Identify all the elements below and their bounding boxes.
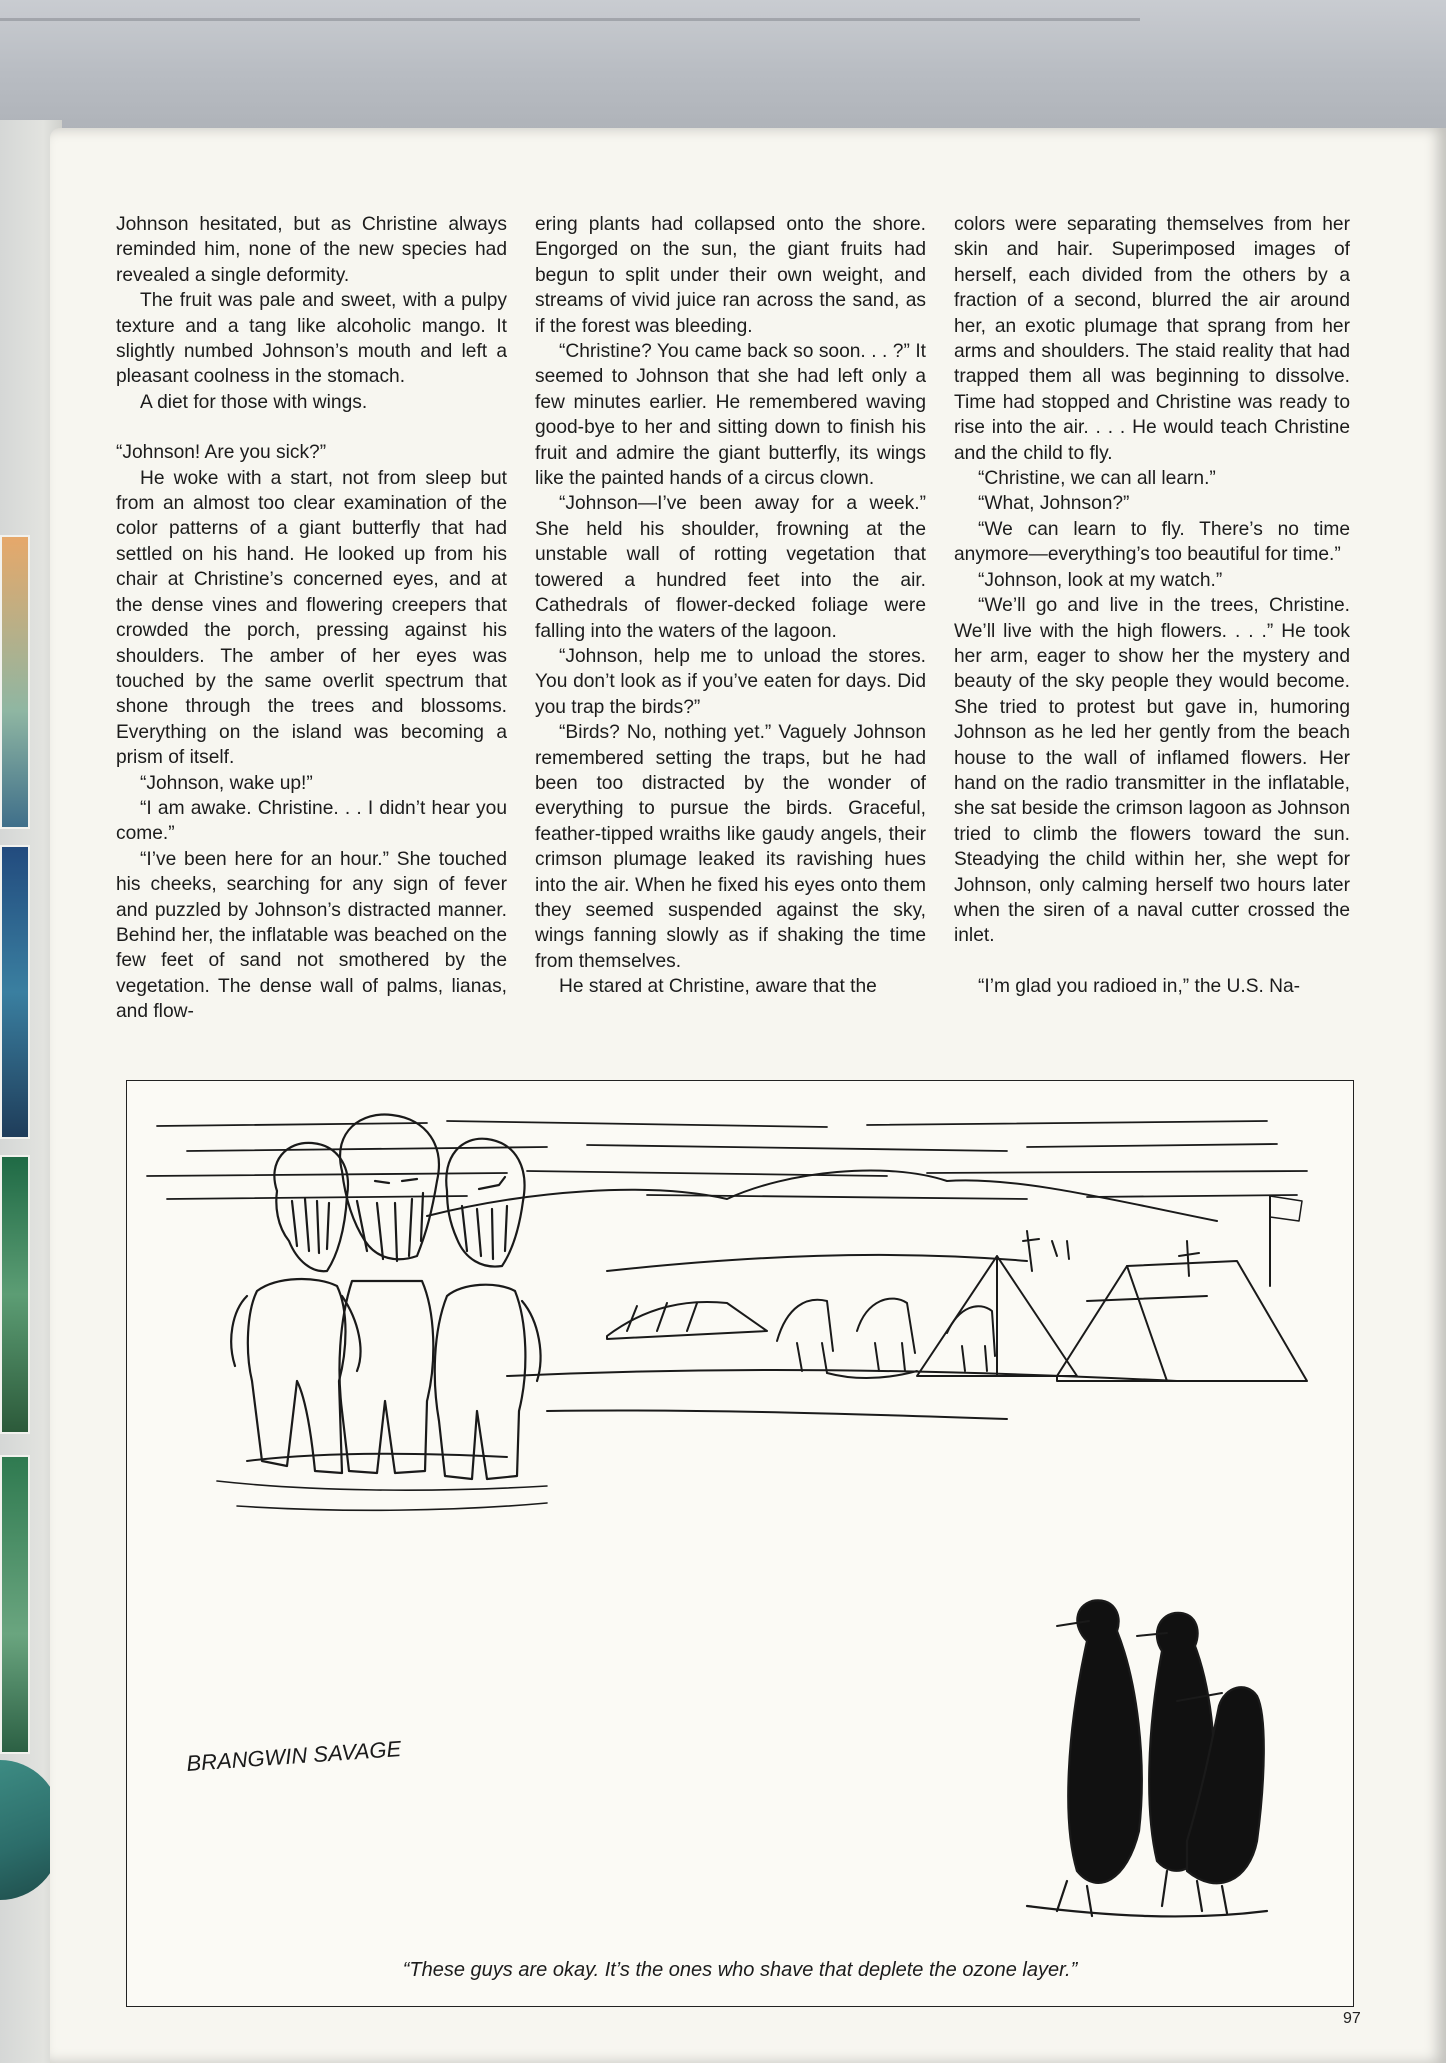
sled-and-dogs	[607, 1299, 995, 1379]
story-paragraph: “Johnson, help me to unload the stores. You don’t look as if you’ve eaten for days. Did you trap the birds?”	[535, 645, 926, 718]
story-paragraph: “Johnson—I’ve been away for a week.” She held his shoulder, frowning at the unstable wall of rotting vegetation that towered a hundred feet into the air. Cathedrals of flower-decked foliage were falling into the waters of the lagoon.	[535, 493, 926, 642]
artist-signature: BRANGWIN SAVAGE	[185, 1736, 402, 1776]
story-paragraph: “Christine, we can all learn.”	[978, 468, 1216, 490]
cartoon-panel	[126, 1080, 1354, 2007]
facing-page-photo	[0, 1455, 30, 1754]
story-paragraph: He woke with a start, not from sleep but from an almost too clear examination of the color patterns of a giant butterfly that had settled on his hand. He looked up from his chair at Christine’s concerned eyes, and at the dense vines and flowering creepers that crowded the porch, pressing against his shoulders. The amber of her eyes was touched by the same overlit spectrum that shone through the trees and blossoms. Everything on the island was becoming a prism of itself.	[116, 467, 507, 769]
scanner-background	[0, 0, 1446, 135]
story-paragraph: “Johnson! Are you sick?”	[116, 442, 327, 464]
story-paragraph: ering plants had collapsed onto the shore. Engorged on the sun, the giant fruits had begun to split under their own weight, and streams of vivid juice ran across the sand, as if the forest was bleeding.	[535, 214, 926, 337]
story-paragraph: He stared at Christine, aware that the	[559, 976, 877, 998]
story-paragraph: “We’ll go and live in the trees, Christine. We’ll live with the high flowers. . . .” He took her arm, eager to show her the mystery and beauty of the sky people they would become. She tried to protest but gave in, humoring Johnson as he led her gently from the beach house to the wall of inflamed flowers. Her hand on the radio transmitter in the inflatable, she sat beside the crimson lagoon as Johnson tried to climb the flowers toward the sun. Steadying the child within her, she wept for Johnson, only calming herself two hours later when the siren of a naval cutter crossed the inlet.	[954, 595, 1350, 947]
cartoon-illustration	[127, 1081, 1353, 2006]
sky-hatching	[147, 1121, 1307, 1199]
scanner-edge-line	[0, 18, 1140, 21]
story-paragraph: The fruit was pale and sweet, with a pulpy texture and a tang like alcoholic mango. It slightly numbed Johnson’s mouth and left a pleasant coolness in the stomach.	[116, 290, 507, 388]
text-column-2	[535, 212, 926, 1062]
facing-page-photo	[0, 1155, 30, 1434]
story-paragraph: colors were separating themselves from her skin and hair. Superimposed images of herself, each divided from the others by a fraction of a second, blurred the air around her, an exotic plumage that sprang from her arms and shoulders. The staid reality that had trapped them all was beginning to dissolve. Time had stopped and Christine was ready to rise into the air. . . . He would teach Christine and the child to fly.	[954, 214, 1350, 464]
penguins	[1027, 1600, 1267, 1916]
story-paragraph: “Johnson, wake up!”	[140, 772, 313, 794]
story-paragraph: Johnson hesitated, but as Christine always reminded him, none of the new species had revealed a single deformity.	[116, 214, 507, 286]
story-paragraph: “What, Johnson?”	[978, 493, 1130, 515]
story-paragraph: “We can learn to fly. There’s no time anymore—everything’s too beautiful for time.”	[954, 518, 1350, 566]
story-paragraph: “Birds? No, nothing yet.” Vaguely Johnson remembered setting the traps, but he had been too distracted by the wonder of everything to pursue the birds. Graceful, feather-tipped wraiths like gaudy angels, their crimson plumage leaked its ravishing hues into the air. When he fixed his eyes onto them they seemed suspended against the sky, wings fanning slowly as if shaking the time from themselves.	[535, 722, 926, 972]
story-paragraph: “I’ve been here for an hour.” She touched his cheeks, searching for any sign of fever and puzzled by Johnson’s distracted manner. Behind her, the inflatable was beached on the few feet of sand not smothered by the vegetation. The dense wall of palms, lianas, and flow-	[116, 848, 507, 1023]
story-paragraph: “I am awake. Christine. . . I didn’t hear you come.”	[116, 797, 507, 845]
text-column-1	[116, 212, 507, 1062]
story-paragraph: “I’m glad you radioed in,” the U.S. Na-	[978, 975, 1301, 997]
story-text	[116, 212, 1350, 1062]
story-paragraph: “Christine? You came back so soon. . . ?” It seemed to Johnson that she had left only a few minutes earlier. He remembered waving good-bye to her and sitting down to finish his fruit and admire the giant butterfly, its wings like the painted hands of a circus clown.	[535, 341, 926, 490]
facing-page-photo	[0, 535, 30, 829]
page-number: 97	[1343, 2010, 1361, 2027]
text-column-3	[954, 212, 1350, 1062]
tents-camp	[917, 1196, 1307, 1381]
facing-page-photo	[0, 845, 30, 1139]
bearded-explorers	[231, 1114, 540, 1479]
cartoon-caption: “These guys are okay. It’s the ones who shave that deplete the ozone layer.”	[402, 1959, 1078, 1981]
story-paragraph: “Johnson, look at my watch.”	[978, 569, 1223, 591]
snow-ground	[217, 1481, 547, 1510]
mountain-range	[427, 1171, 1217, 1271]
story-paragraph: A diet for those with wings.	[140, 391, 368, 413]
